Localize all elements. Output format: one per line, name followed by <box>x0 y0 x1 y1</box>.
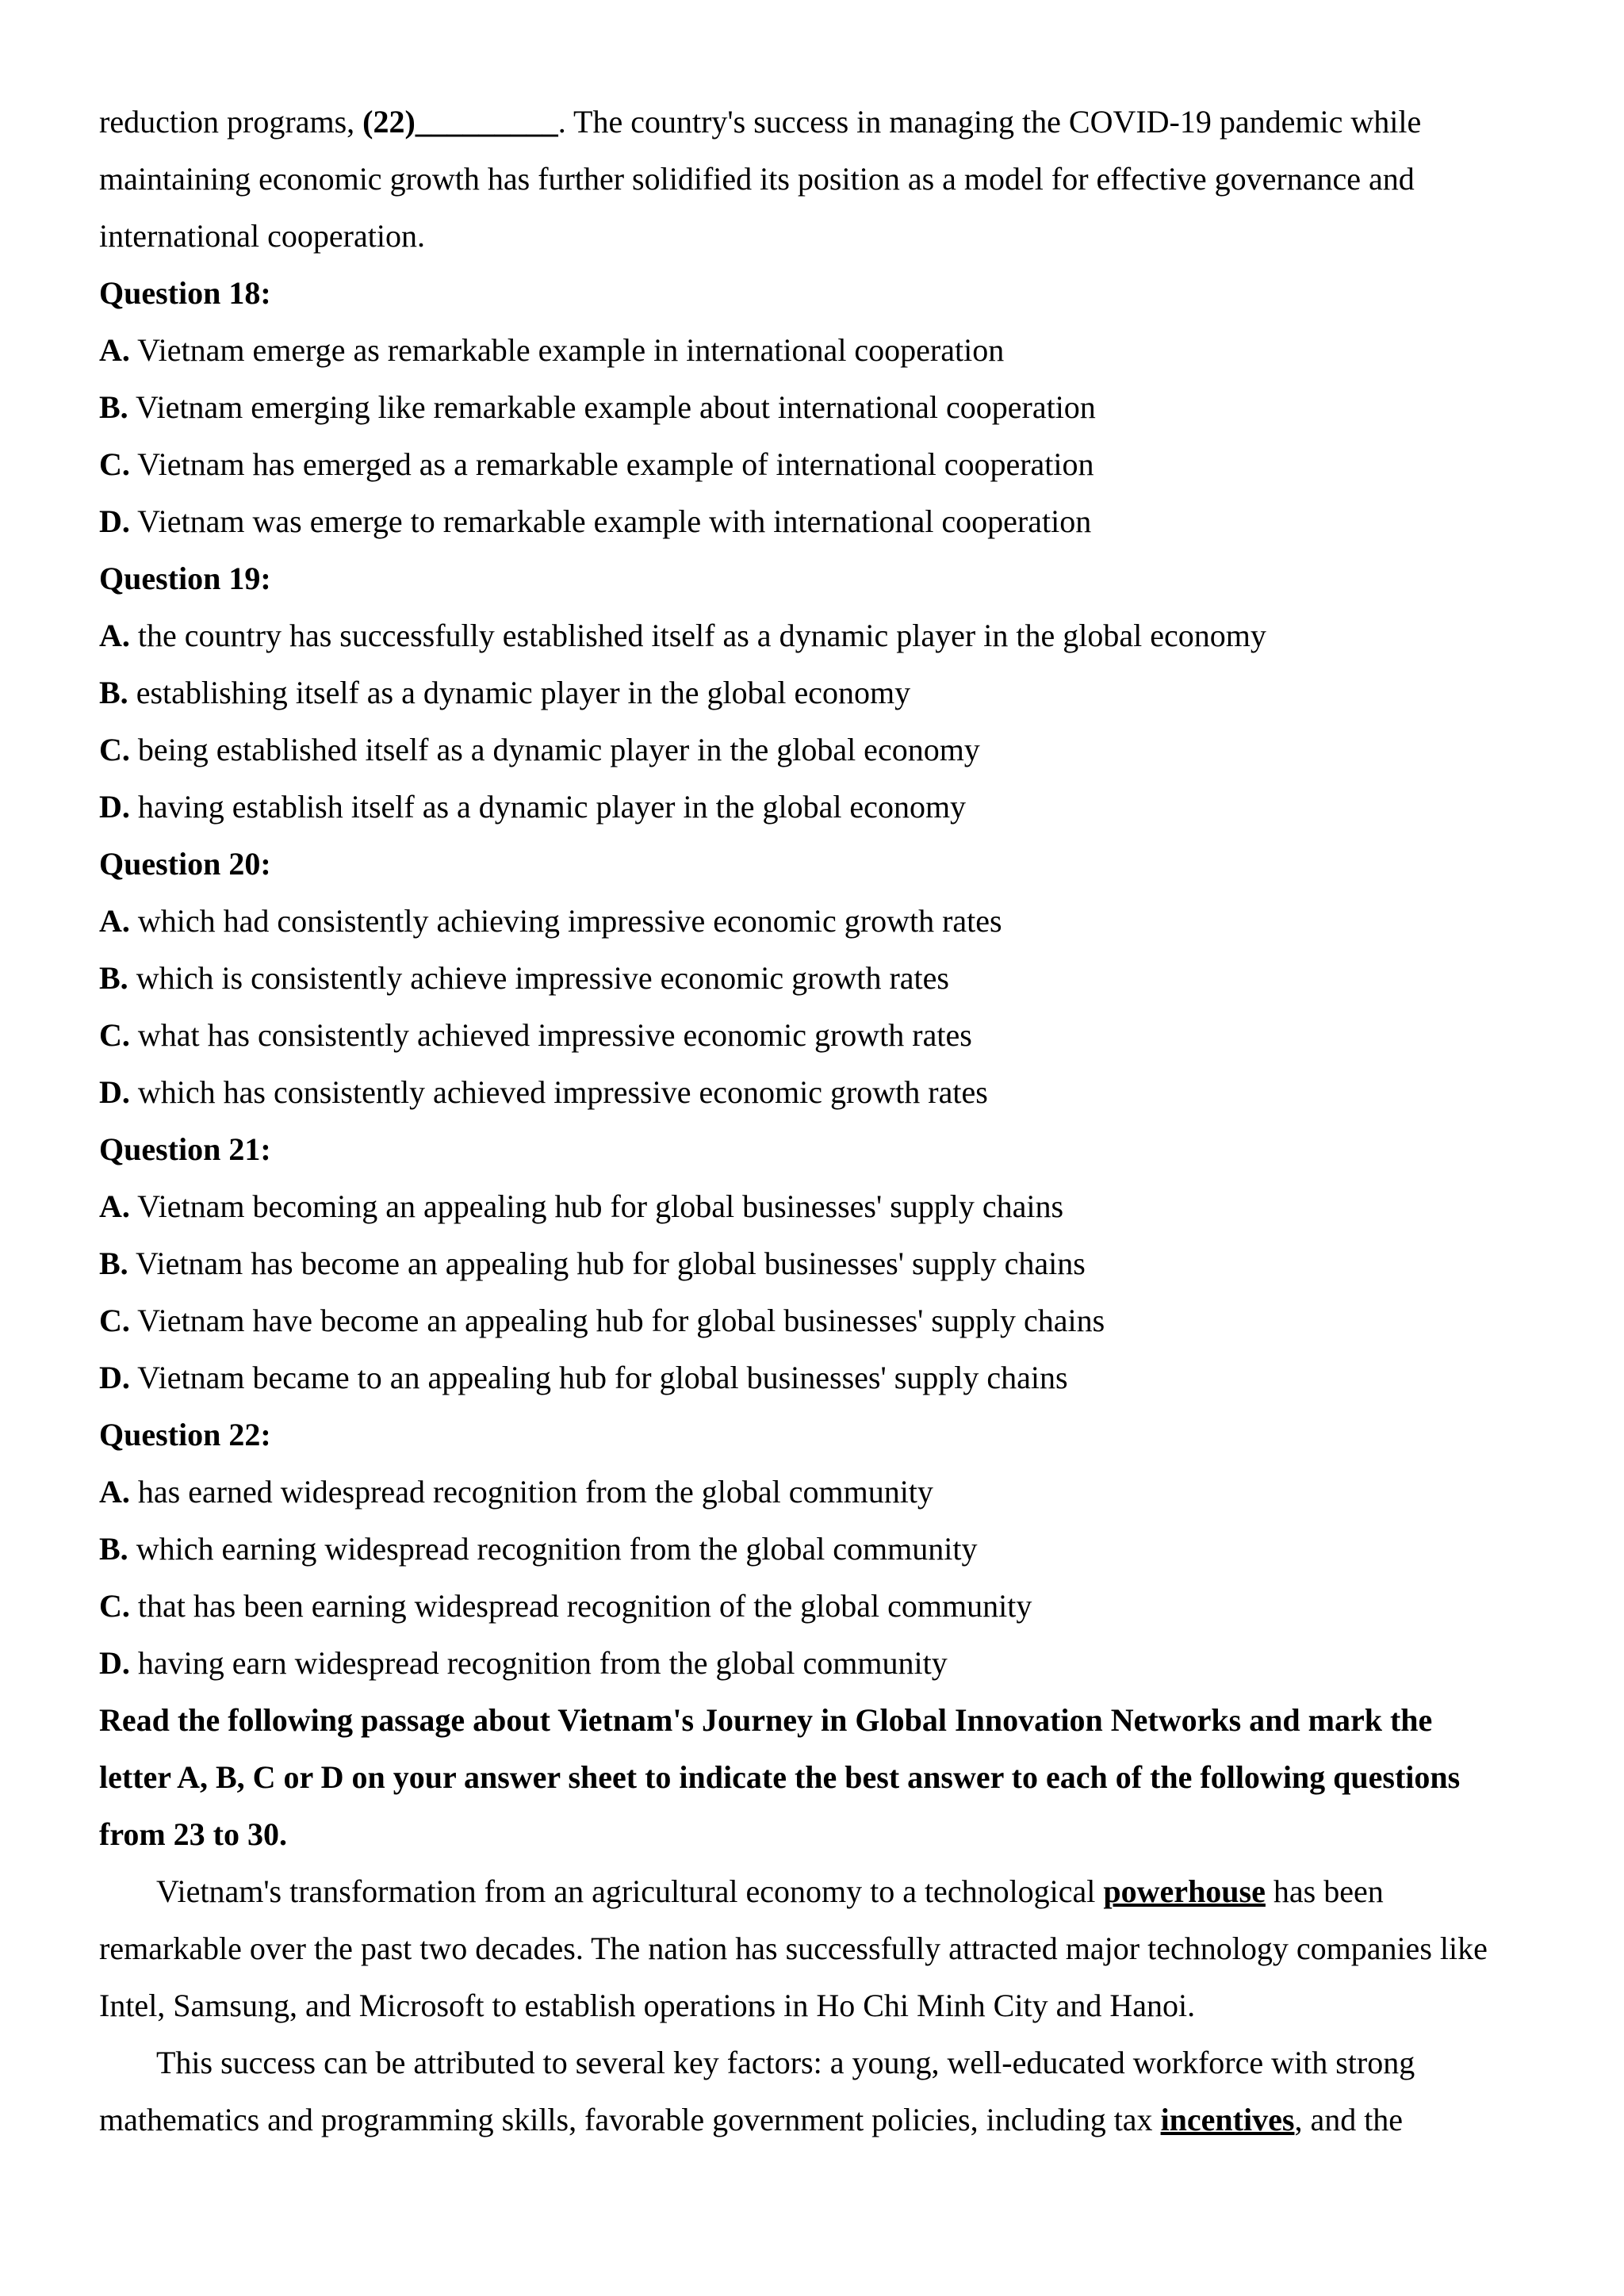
question-title: Question 18: <box>99 275 271 311</box>
option-a[interactable] <box>99 1464 1550 1521</box>
instruction-line-2: letter A, B, C or D on your answer sheet to indicate the best answer to each of the following questions <box>99 1759 1461 1795</box>
keyword-incentives: incentives <box>1160 2102 1295 2137</box>
option-text: what has consistently achieved impressive economic growth rates <box>129 1017 972 1053</box>
passage-text: mathematics and programming skills, favorable government policies, including tax <box>99 2102 1161 2137</box>
blank-22-label: (22) <box>362 104 416 140</box>
question-20 <box>99 836 1550 1121</box>
option-d[interactable] <box>99 1349 1550 1406</box>
intro-line-3: international cooperation. <box>99 218 425 254</box>
option-b[interactable] <box>99 1521 1550 1578</box>
intro-paragraph <box>99 94 1550 265</box>
passage-text: Vietnam's transformation from an agricultural economy to a technological <box>156 1873 1104 1909</box>
option-letter: C. <box>99 1017 130 1053</box>
document-page <box>99 0 1550 2149</box>
passage-text: has been <box>1265 1873 1384 1909</box>
option-text: Vietnam emerging like remarkable example about international cooperation <box>128 389 1096 425</box>
intro-prefix: reduction programs, <box>99 104 363 140</box>
option-d[interactable] <box>99 493 1550 550</box>
option-a[interactable] <box>99 607 1550 664</box>
option-letter: A. <box>99 1474 130 1510</box>
option-b[interactable] <box>99 379 1550 436</box>
option-text: Vietnam has become an appealing hub for global businesses' supply chains <box>128 1246 1086 1281</box>
blank-22-line: _________ <box>415 104 558 140</box>
option-text: which is consistently achieve impressive economic growth rates <box>128 960 949 996</box>
option-text: Vietnam have become an appealing hub for global businesses' supply chains <box>129 1303 1105 1338</box>
option-b[interactable] <box>99 664 1550 721</box>
option-text: Vietnam emerge as remarkable example in international cooperation <box>129 332 1005 368</box>
option-d[interactable] <box>99 1635 1550 1692</box>
reading-instruction <box>99 1692 1550 1863</box>
question-22 <box>99 1406 1550 1692</box>
option-letter: A. <box>99 903 130 939</box>
option-letter: A. <box>99 618 130 653</box>
passage-p1-line-1 <box>99 1863 1550 1920</box>
option-b[interactable] <box>99 950 1550 1007</box>
option-d[interactable] <box>99 779 1550 836</box>
reading-passage <box>99 1863 1550 2149</box>
option-letter: A. <box>99 332 130 368</box>
question-18 <box>99 265 1550 550</box>
option-text: having establish itself as a dynamic player in the global economy <box>129 789 967 825</box>
option-text: Vietnam became to an appealing hub for global businesses' supply chains <box>129 1360 1068 1395</box>
question-title: Question 21: <box>99 1131 271 1167</box>
option-letter: D. <box>99 1645 130 1681</box>
option-text: that has been earning widespread recognition of the global community <box>129 1588 1032 1624</box>
option-text: Vietnam has emerged as a remarkable example of international cooperation <box>129 446 1094 482</box>
option-letter: D. <box>99 503 130 539</box>
option-c[interactable] <box>99 721 1550 779</box>
intro-rest: . The country's success in managing the COVID-19 pandemic while <box>557 104 1422 140</box>
passage-p1-line-2: remarkable over the past two decades. The nation has successfully attracted major technology companies like <box>99 1931 1488 1966</box>
option-letter: D. <box>99 1074 130 1110</box>
intro-line-1 <box>99 94 1550 151</box>
option-text: the country has successfully established itself as a dynamic player in the global economy <box>129 618 1266 653</box>
keyword-powerhouse: powerhouse <box>1103 1873 1266 1909</box>
option-letter: B. <box>99 675 128 710</box>
option-text: which has consistently achieved impressive economic growth rates <box>129 1074 988 1110</box>
option-letter: C. <box>99 732 130 767</box>
option-text: having earn widespread recognition from the global community <box>129 1645 948 1681</box>
option-text: has earned widespread recognition from the global community <box>129 1474 933 1510</box>
passage-p2-line-1: This success can be attributed to several key factors: a young, well-educated workforce with strong <box>156 2045 1415 2080</box>
option-a[interactable] <box>99 893 1550 950</box>
option-letter: B. <box>99 1246 128 1281</box>
intro-line-2: maintaining economic growth has further solidified its position as a model for effective governance and <box>99 161 1415 197</box>
passage-p1-line-3: Intel, Samsung, and Microsoft to establish operations in Ho Chi Minh City and Hanoi. <box>99 1988 1196 2023</box>
option-text: establishing itself as a dynamic player in the global economy <box>128 675 911 710</box>
option-c[interactable] <box>99 1007 1550 1064</box>
option-text: being established itself as a dynamic player in the global economy <box>129 732 980 767</box>
question-21 <box>99 1121 1550 1406</box>
instruction-line-1: Read the following passage about Vietnam's Journey in Global Innovation Networks and mark the <box>99 1702 1433 1738</box>
option-c[interactable] <box>99 436 1550 493</box>
option-letter: D. <box>99 1360 130 1395</box>
passage-text: , and the <box>1294 2102 1404 2137</box>
option-letter: B. <box>99 389 128 425</box>
option-letter: B. <box>99 1531 128 1567</box>
passage-p2-line-2 <box>99 2091 1550 2149</box>
option-text: which had consistently achieving impressive economic growth rates <box>129 903 1002 939</box>
option-b[interactable] <box>99 1235 1550 1292</box>
option-letter: D. <box>99 789 130 825</box>
question-title: Question 19: <box>99 561 271 596</box>
option-c[interactable] <box>99 1578 1550 1635</box>
option-a[interactable] <box>99 1178 1550 1235</box>
option-letter: C. <box>99 446 130 482</box>
option-letter: A. <box>99 1188 130 1224</box>
option-text: which earning widespread recognition from the global community <box>128 1531 978 1567</box>
option-text: Vietnam was emerge to remarkable example with international cooperation <box>129 503 1092 539</box>
question-19 <box>99 550 1550 836</box>
option-letter: C. <box>99 1588 130 1624</box>
option-c[interactable] <box>99 1292 1550 1349</box>
question-title: Question 22: <box>99 1417 271 1452</box>
option-text: Vietnam becoming an appealing hub for global businesses' supply chains <box>129 1188 1064 1224</box>
option-letter: C. <box>99 1303 130 1338</box>
question-title: Question 20: <box>99 846 271 882</box>
instruction-line-3: from 23 to 30. <box>99 1816 287 1852</box>
option-letter: B. <box>99 960 128 996</box>
option-a[interactable] <box>99 322 1550 379</box>
option-d[interactable] <box>99 1064 1550 1121</box>
